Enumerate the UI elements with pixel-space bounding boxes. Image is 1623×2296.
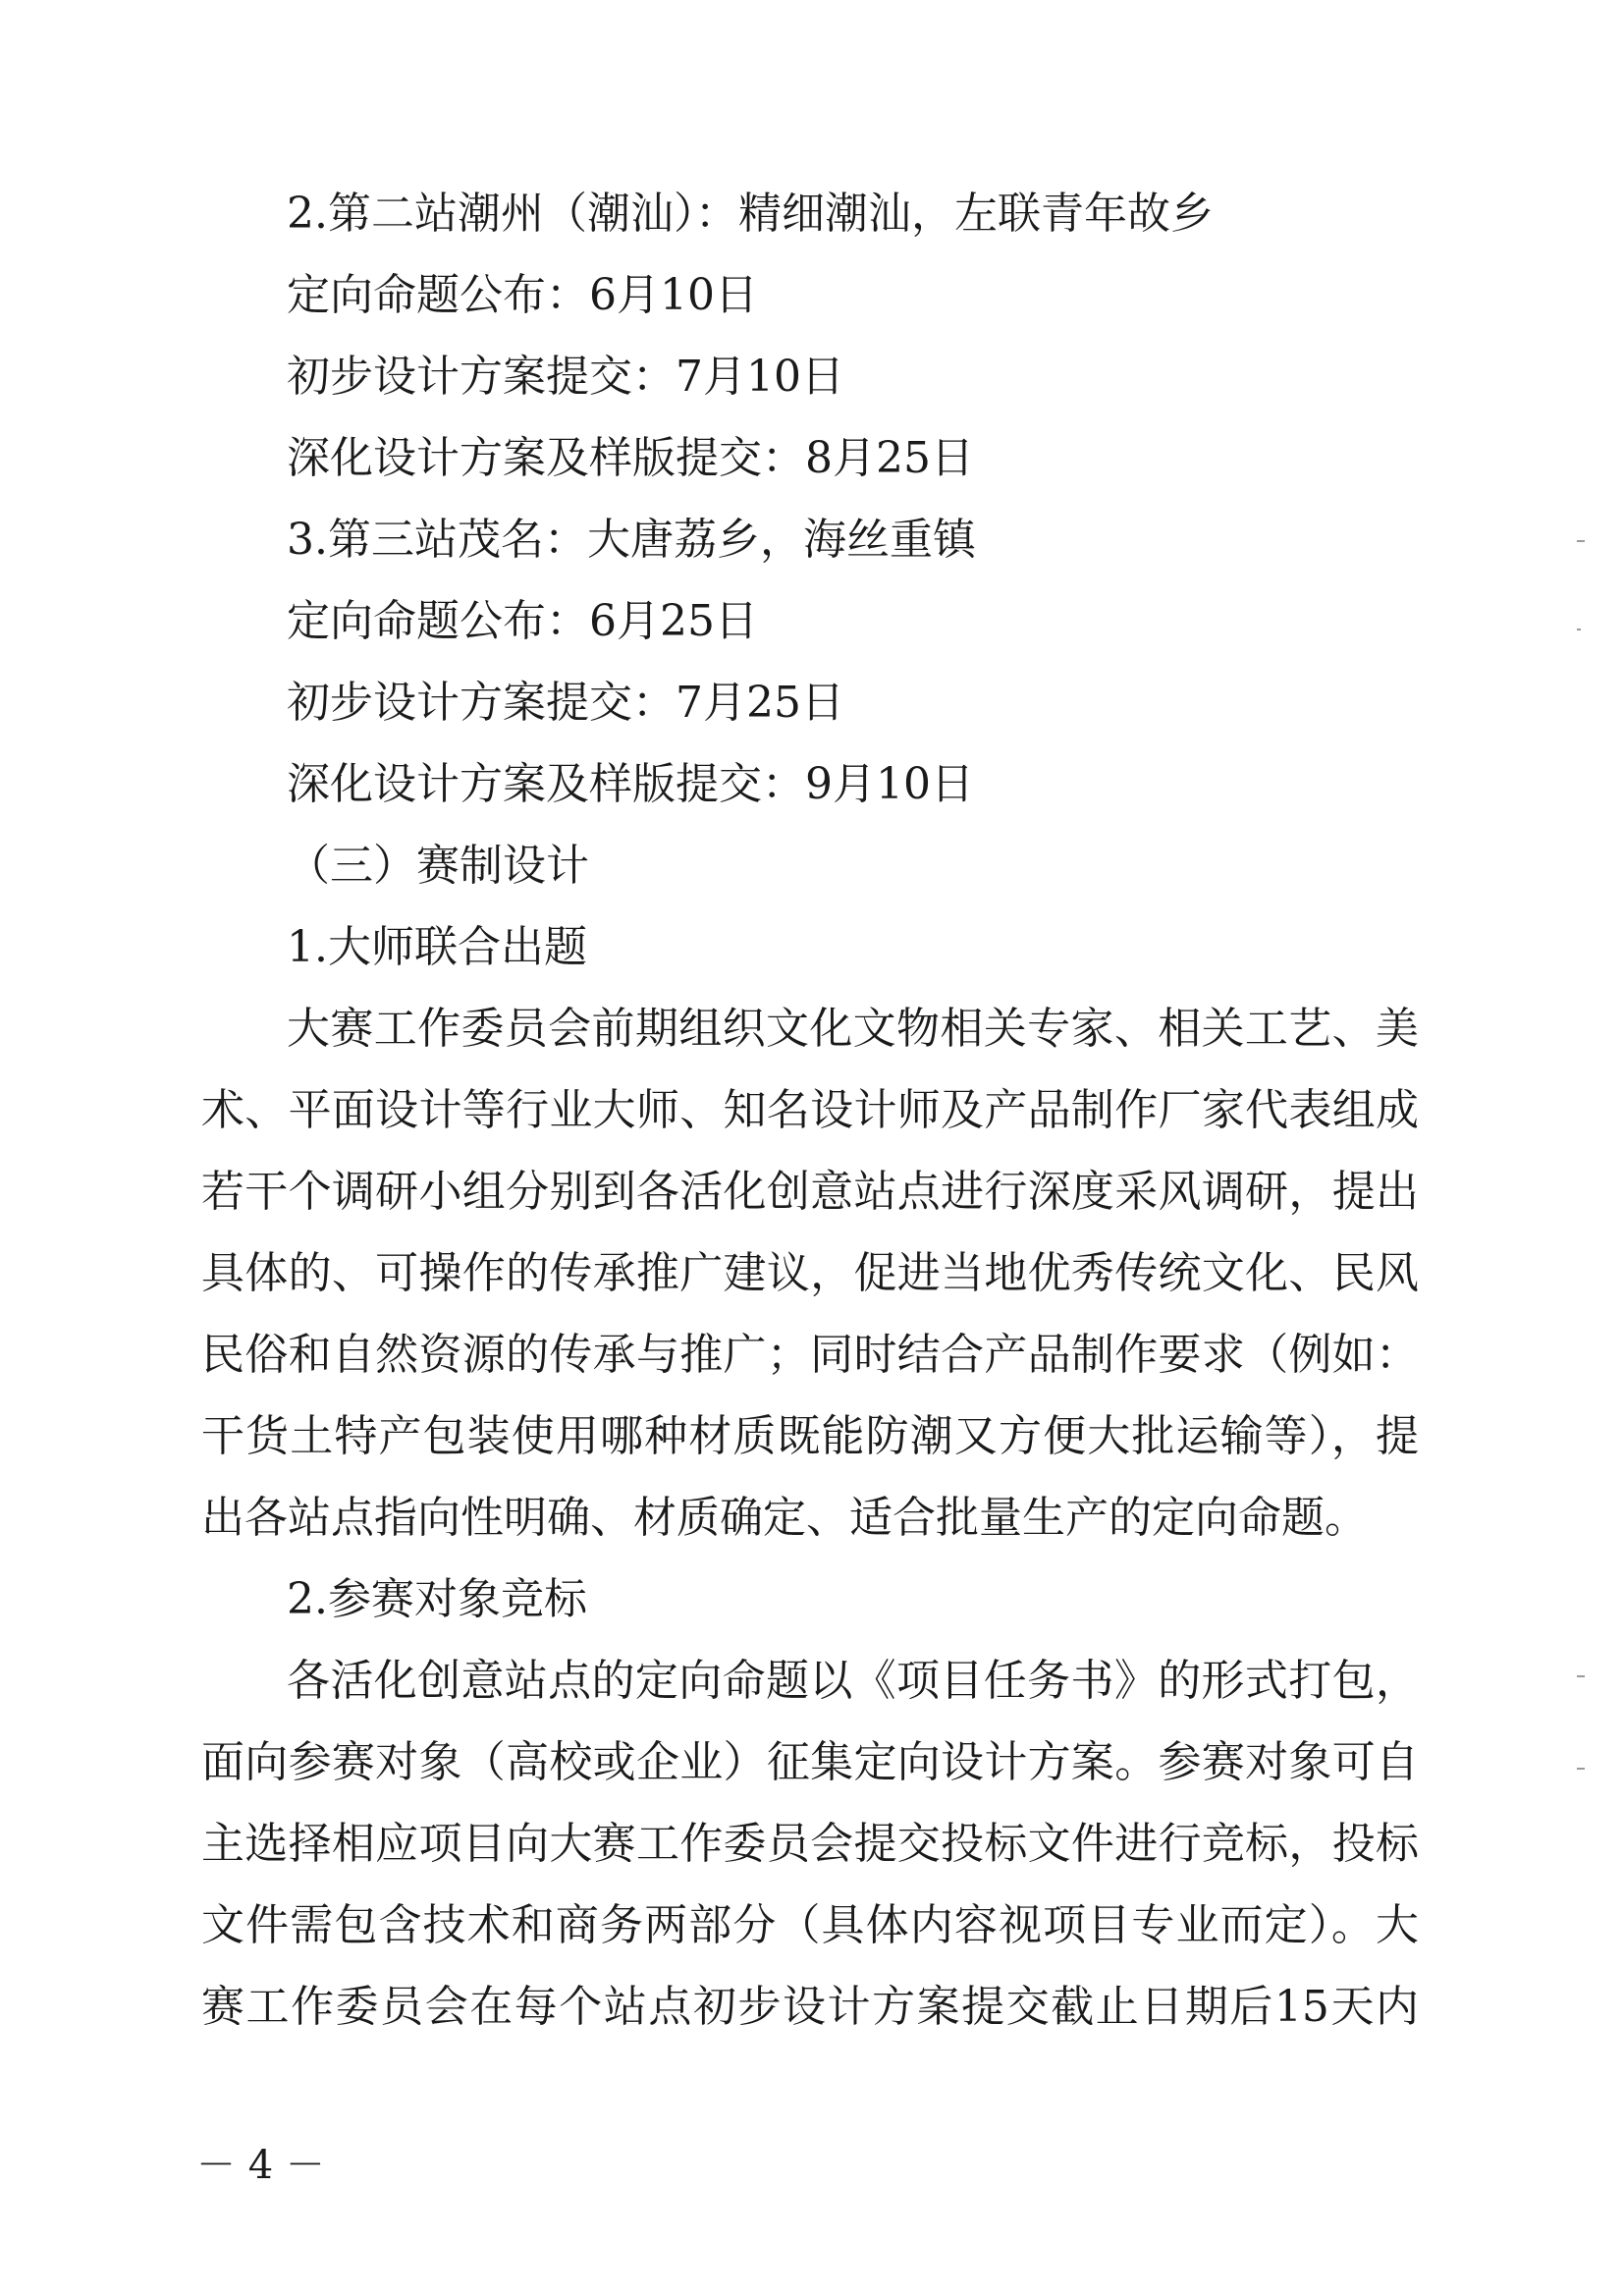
scan-mark <box>1577 629 1581 630</box>
subsection-heading: 2.参赛对象竞标 <box>287 1574 587 1624</box>
scan-mark <box>1577 540 1585 542</box>
heading-station-2: 2.第二站潮州（潮汕）：精细潮汕，左联青年故乡 <box>287 189 1214 239</box>
paragraph-line: 文件需包含技术和商务两部分（具体内容视项目专业而定）。大 <box>201 1900 1419 1950</box>
paragraph-line: 大赛工作委员会前期组织文化文物相关专家、相关工艺、美 <box>287 1004 1419 1054</box>
text-line: 定向命题公布：6月25日 <box>287 596 758 646</box>
page-number: － 4 － <box>196 2143 325 2188</box>
text-line: 定向命题公布：6月10日 <box>287 270 758 320</box>
subsection-heading: 1.大师联合出题 <box>287 922 587 972</box>
paragraph-line: 若干个调研小组分别到各活化创意站点进行深度采风调研，提出 <box>201 1167 1419 1217</box>
scan-mark <box>1577 1768 1585 1770</box>
text-line: 深化设计方案及样版提交：8月25日 <box>287 433 974 483</box>
paragraph-line: 各活化创意站点的定向命题以《项目任务书》的形式打包， <box>287 1656 1419 1706</box>
section-heading: （三）赛制设计 <box>287 841 589 891</box>
heading-station-3: 3.第三站茂名：大唐荔乡，海丝重镇 <box>287 515 976 565</box>
paragraph-line: 主选择相应项目向大赛工作委员会提交投标文件进行竞标，投标 <box>201 1819 1419 1869</box>
scan-mark <box>1577 1675 1585 1677</box>
paragraph-line: 赛工作委员会在每个站点初步设计方案提交截止日期后15天内 <box>201 1982 1419 2032</box>
paragraph-line: 术、平面设计等行业大师、知名设计师及产品制作厂家代表组成 <box>201 1085 1419 1135</box>
text-line: 初步设计方案提交：7月10日 <box>287 352 844 402</box>
text-line: 深化设计方案及样版提交：9月10日 <box>287 759 974 809</box>
paragraph-line: 出各站点指向性明确、材质确定、适合批量生产的定向命题。 <box>201 1493 1368 1543</box>
paragraph-line: 具体的、可操作的传承推广建议，促进当地优秀传统文化、民风 <box>201 1248 1419 1298</box>
text-line: 初步设计方案提交：7月25日 <box>287 678 844 728</box>
paragraph-line: 面向参赛对象（高校或企业）征集定向设计方案。参赛对象可自 <box>201 1737 1419 1787</box>
paragraph-line: 干货土特产包装使用哪种材质既能防潮又方便大批运输等），提 <box>201 1411 1419 1461</box>
paragraph-line: 民俗和自然资源的传承与推广；同时结合产品制作要求（例如： <box>201 1330 1419 1380</box>
